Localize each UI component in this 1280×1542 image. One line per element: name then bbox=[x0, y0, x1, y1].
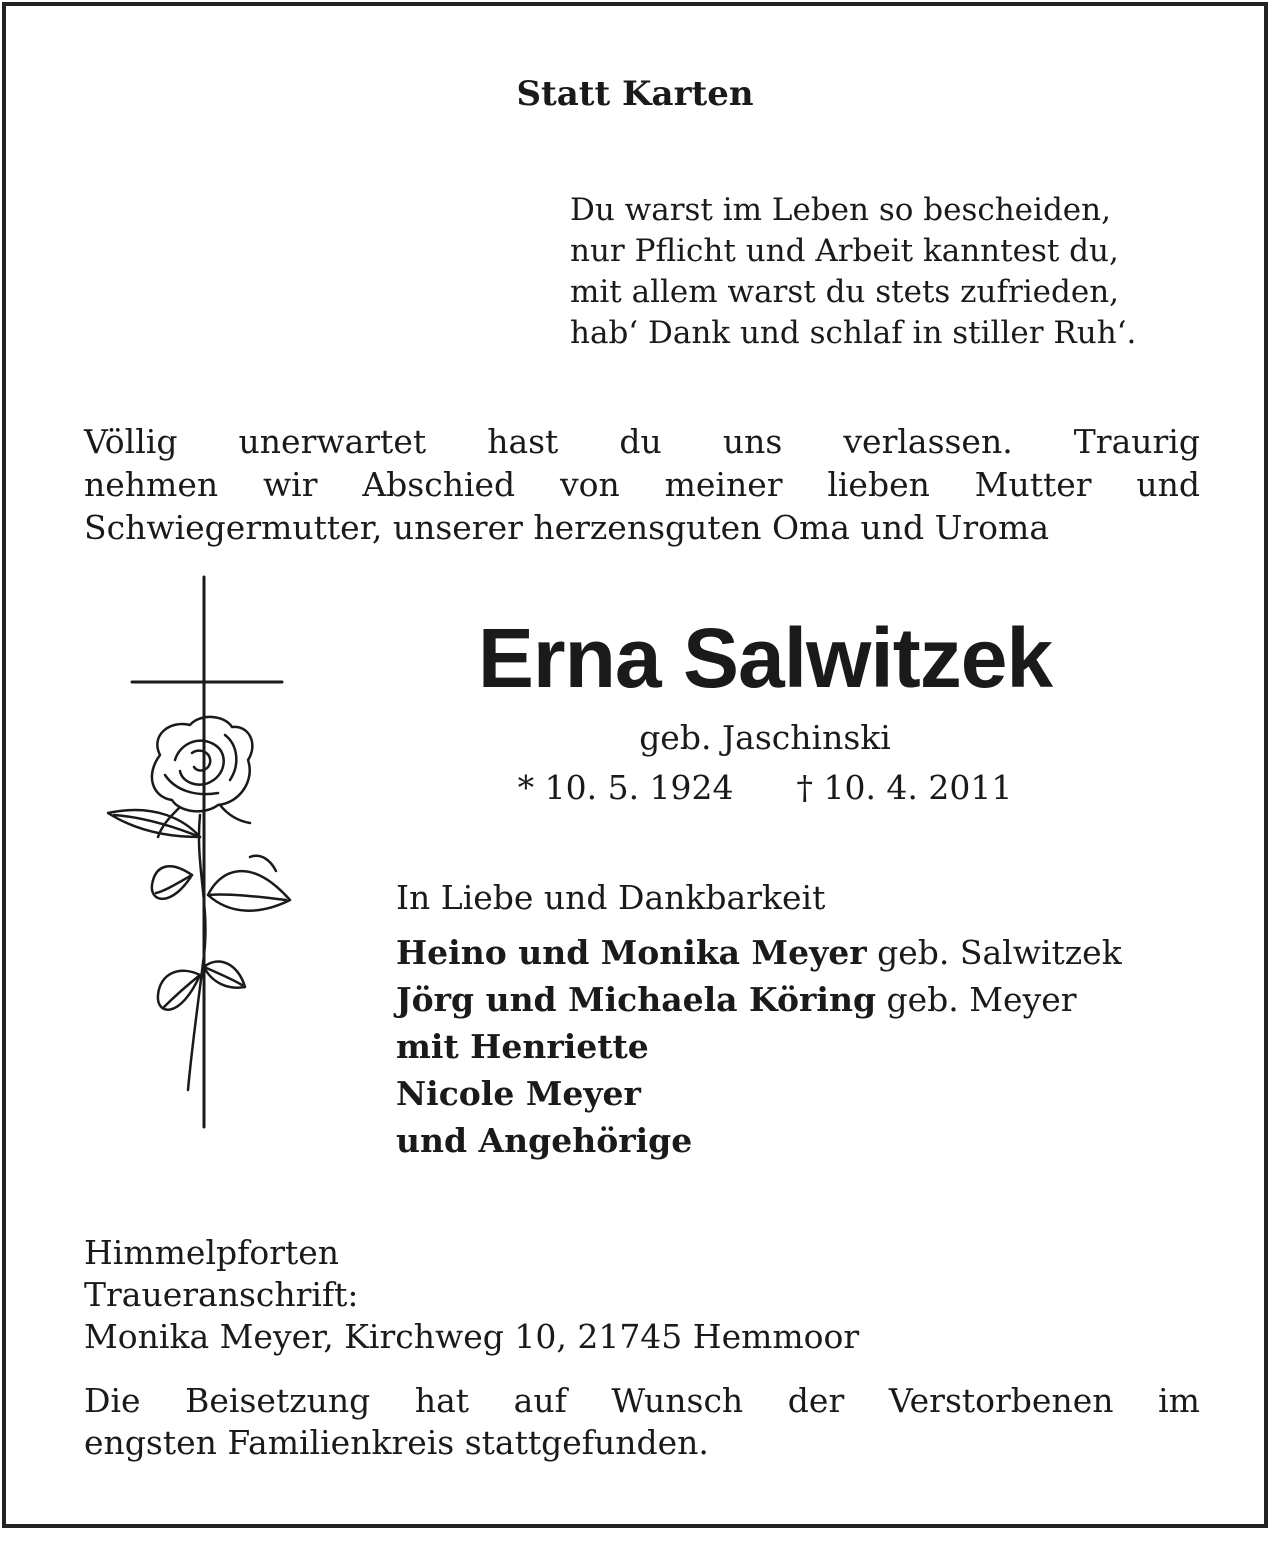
maiden-name: geb. Jaschinski bbox=[639, 718, 891, 757]
deceased-name: Erna Salwitzek bbox=[477, 611, 1053, 705]
mourner-name: mit Henriette bbox=[396, 1027, 649, 1066]
burial-note bbox=[84, 1380, 1200, 1464]
mourner-row bbox=[396, 1070, 1216, 1117]
word: im bbox=[1158, 1381, 1200, 1420]
word: wir bbox=[262, 465, 318, 504]
place: Himmelpforten bbox=[84, 1233, 340, 1272]
address-label: Traueranschrift: bbox=[84, 1275, 359, 1314]
intro-line-3: Schwiegermutter, unserer herzensguten Oma und Uroma bbox=[84, 508, 1049, 547]
poem-line: mit allem warst du stets zufrieden, bbox=[570, 274, 1120, 310]
place-and-address bbox=[84, 1232, 1200, 1358]
mourners bbox=[396, 874, 1216, 1164]
burial-line-1 bbox=[84, 1380, 1200, 1422]
intro-line-1 bbox=[84, 420, 1200, 463]
word: hat bbox=[414, 1381, 470, 1420]
word: Völlig bbox=[84, 422, 178, 461]
word: hast bbox=[487, 422, 559, 461]
word: Mutter bbox=[974, 465, 1092, 504]
word: und bbox=[1136, 465, 1200, 504]
mourner-row bbox=[396, 976, 1216, 1023]
word: meiner bbox=[664, 465, 783, 504]
word: von bbox=[559, 465, 620, 504]
word: Beisetzung bbox=[185, 1381, 371, 1420]
thanks-line: In Liebe und Dankbarkeit bbox=[396, 878, 826, 917]
poem-line: Du warst im Leben so bescheiden, bbox=[570, 192, 1111, 228]
word: verlassen. bbox=[843, 422, 1013, 461]
word: Traurig bbox=[1073, 422, 1200, 461]
mourner-note: geb. Meyer bbox=[876, 980, 1077, 1019]
poem bbox=[570, 190, 1230, 354]
word: auf bbox=[513, 1381, 567, 1420]
burial-line-2: engsten Familienkreis stattgefunden. bbox=[84, 1423, 709, 1462]
word: der bbox=[787, 1381, 845, 1420]
word: du bbox=[619, 422, 662, 461]
word: Wunsch bbox=[611, 1381, 744, 1420]
word: Die bbox=[84, 1381, 141, 1420]
poem-line: hab‘ Dank und schlaf in stiller Ruh‘. bbox=[570, 315, 1137, 351]
mourner-name: und Angehörige bbox=[396, 1121, 693, 1160]
cross-with-rose-icon bbox=[100, 575, 300, 1135]
word: nehmen bbox=[84, 465, 219, 504]
life-dates: * 10. 5. 1924 † 10. 4. 2011 bbox=[517, 768, 1013, 807]
mourner-name: Heino und Monika Meyer bbox=[396, 933, 867, 972]
intro-text bbox=[84, 420, 1200, 549]
heading: Statt Karten bbox=[516, 74, 754, 114]
word: uns bbox=[722, 422, 783, 461]
poem-line: nur Pflicht und Arbeit kanntest du, bbox=[570, 233, 1119, 269]
mourner-row bbox=[396, 1023, 1216, 1070]
address: Monika Meyer, Kirchweg 10, 21745 Hemmoor bbox=[84, 1317, 860, 1356]
word: unerwartet bbox=[238, 422, 427, 461]
word: Verstorbenen bbox=[888, 1381, 1114, 1420]
mourner-row bbox=[396, 929, 1216, 976]
mourner-note: geb. Salwitzek bbox=[866, 933, 1122, 972]
mourner-name: Jörg und Michaela Köring bbox=[396, 980, 877, 1019]
mourner-row bbox=[396, 1117, 1216, 1164]
mourner-name: Nicole Meyer bbox=[396, 1074, 641, 1113]
word: Abschied bbox=[362, 465, 516, 504]
word: lieben bbox=[827, 465, 930, 504]
intro-line-2 bbox=[84, 463, 1200, 506]
